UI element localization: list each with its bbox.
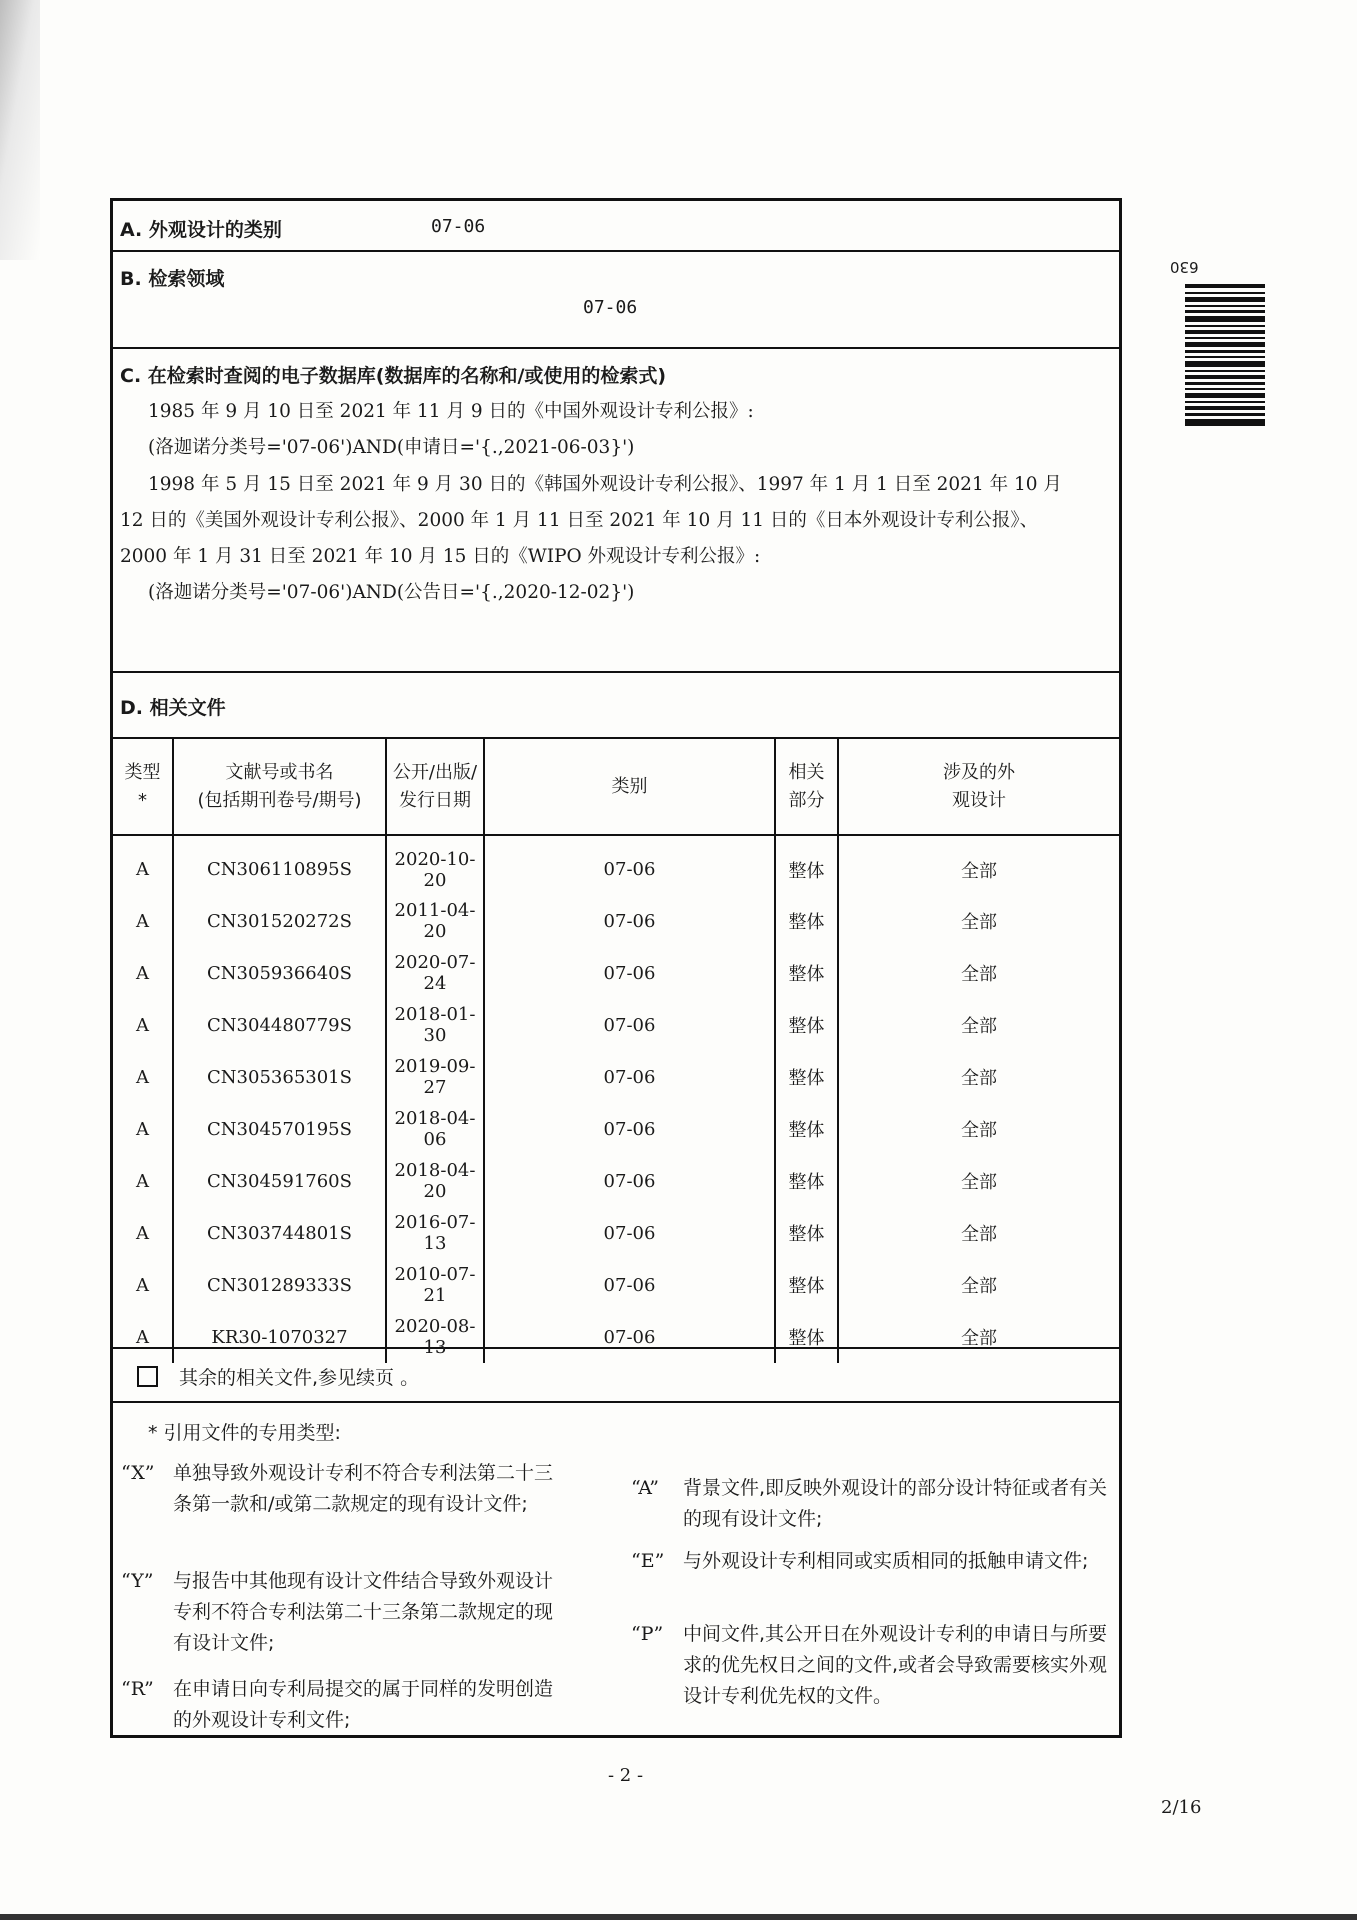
table-row [113, 1155, 1119, 1207]
cell-type: A [136, 1014, 149, 1036]
section-b-heading: B. 检索领域 [120, 268, 225, 290]
cell-category: 07-06 [484, 1103, 775, 1155]
cell-date: 2018-04-06 [386, 1103, 484, 1155]
cell-design: 全部 [838, 1207, 1119, 1259]
col-part: 相关 部分 [775, 738, 838, 835]
table-row [113, 1051, 1119, 1103]
section-a [113, 201, 1119, 252]
cell-doc: CN303744801S [173, 1207, 386, 1259]
related-documents-table [113, 737, 1119, 1363]
cell-design: 全部 [838, 1103, 1119, 1155]
database-line: 1985 年 9 月 10 日至 2021 年 11 月 9 日的《中国外观设计专利公报》: [148, 401, 754, 422]
cell-doc: CN304480779S [173, 999, 386, 1051]
cell-doc: CN304570195S [173, 1103, 386, 1155]
cell-part: 整体 [775, 895, 838, 947]
cell-design: 全部 [838, 1155, 1119, 1207]
col-category: 类别 [484, 738, 775, 835]
table-row [113, 1103, 1119, 1155]
cell-type: A [136, 1118, 149, 1140]
cell-category: 07-06 [484, 1207, 775, 1259]
cell-category: 07-06 [484, 835, 775, 895]
cell-doc: CN301289333S [173, 1259, 386, 1311]
legend-item-r [121, 1674, 554, 1738]
legend-title: * 引用文件的专用类型: [148, 1422, 341, 1444]
cell-doc: CN304591760S [173, 1155, 386, 1207]
table-row [113, 1207, 1119, 1259]
section-c [113, 349, 1119, 673]
cell-date: 2010-07-21 [386, 1259, 484, 1311]
legend-item-p [631, 1619, 1111, 1719]
table-header-row [113, 738, 1119, 835]
cell-date: 2016-07-13 [386, 1207, 484, 1259]
cell-part: 整体 [775, 1259, 838, 1311]
cell-design: 全部 [838, 999, 1119, 1051]
cell-doc: KR30-1070327 [173, 1311, 386, 1363]
legend-desc: 单独导致外观设计专利不符合专利法第二十三条第一款和/或第二款规定的现有设计文件; [173, 1462, 554, 1515]
design-category-value: 07-06 [431, 216, 486, 237]
legend-desc: 背景文件,即反映外观设计的部分设计特征或者有关的现有设计文件; [683, 1477, 1108, 1530]
cell-design: 全部 [838, 895, 1119, 947]
cell-part: 整体 [775, 1051, 838, 1103]
cell-part: 整体 [775, 1155, 838, 1207]
barcode-label: 630 [1170, 258, 1199, 276]
cell-design: 全部 [838, 1259, 1119, 1311]
continuation-note [113, 1349, 1119, 1403]
legend-code: “X” [121, 1462, 155, 1484]
cell-category: 07-06 [484, 947, 775, 999]
legend-item-a [631, 1473, 1111, 1537]
scan-shadow [0, 0, 40, 260]
cell-doc: CN306110895S [173, 835, 386, 895]
page-number: - 2 - [608, 1765, 644, 1786]
cell-category: 07-06 [484, 1311, 775, 1363]
legend-desc: 与外观设计专利相同或实质相同的抵触申请文件; [683, 1550, 1089, 1572]
legend-item-y [121, 1566, 554, 1666]
cell-part: 整体 [775, 1207, 838, 1259]
query-line: (洛迦诺分类号='07-06')AND(公告日='{.,2020-12-02}') [148, 582, 635, 603]
legend-item-e [631, 1546, 1111, 1610]
query-line: (洛迦诺分类号='07-06')AND(申请日='{.,2021-06-03}') [148, 437, 635, 458]
cell-category: 07-06 [484, 1259, 775, 1311]
cell-date: 2011-04-20 [386, 895, 484, 947]
cell-type: A [136, 1170, 149, 1192]
section-a-heading: A. 外观设计的类别 [120, 219, 282, 241]
continuation-text: 其余的相关文件,参见续页 。 [179, 1367, 420, 1389]
database-line: 12 日的《美国外观设计专利公报》、2000 年 1 月 11 日至 2021 年 10 月 11 日的《日本外观设计专利公报》、 [120, 510, 1039, 531]
legend-code: “P” [631, 1623, 664, 1645]
search-report-frame [110, 198, 1122, 1738]
cell-date: 2018-04-20 [386, 1155, 484, 1207]
cell-type: A [136, 1274, 149, 1296]
barcode-icon [1185, 284, 1265, 426]
cell-part: 整体 [775, 835, 838, 895]
cell-design: 全部 [838, 835, 1119, 895]
col-date: 公开/出版/ 发行日期 [386, 738, 484, 835]
cell-part: 整体 [775, 1103, 838, 1155]
cell-date: 2020-07-24 [386, 947, 484, 999]
cell-design: 全部 [838, 947, 1119, 999]
legend-code: “A” [631, 1477, 659, 1499]
cell-category: 07-06 [484, 895, 775, 947]
legend-code: “R” [121, 1678, 154, 1700]
cell-design: 全部 [838, 1311, 1119, 1363]
legend-item-x [121, 1458, 554, 1558]
legend-desc: 在申请日向专利局提交的属于同样的发明创造的外观设计专利文件; [173, 1678, 554, 1731]
cell-type: A [136, 910, 149, 932]
page-count: 2/16 [1161, 1797, 1202, 1818]
cell-part: 整体 [775, 1311, 838, 1363]
legend-code: “E” [631, 1550, 665, 1572]
legend-desc: 中间文件,其公开日在外观设计专利的申请日与所要求的优先权日之间的文件,或者会导致需要核实外观设计专利优先权的文件。 [683, 1623, 1108, 1707]
cell-type: A [136, 1222, 149, 1244]
section-d-heading: D. 相关文件 [120, 697, 226, 719]
cell-date: 2020-08-13 [386, 1311, 484, 1363]
cell-date: 2020-10-20 [386, 835, 484, 895]
cell-category: 07-06 [484, 1155, 775, 1207]
col-design: 涉及的外 观设计 [838, 738, 1119, 835]
cell-design: 全部 [838, 1051, 1119, 1103]
table-row [113, 999, 1119, 1051]
cell-category: 07-06 [484, 999, 775, 1051]
cell-part: 整体 [775, 999, 838, 1051]
table-row [113, 895, 1119, 947]
cell-type: A [136, 1066, 149, 1088]
legend-desc: 与报告中其他现有设计文件结合导致外观设计专利不符合专利法第二十三条第二款规定的现有设计文件; [173, 1570, 554, 1654]
section-d [113, 673, 1119, 1358]
cell-doc: CN305936640S [173, 947, 386, 999]
table-row [113, 1259, 1119, 1311]
cell-doc: CN301520272S [173, 895, 386, 947]
cell-type: A [136, 962, 149, 984]
cell-category: 07-06 [484, 1051, 775, 1103]
cell-date: 2018-01-30 [386, 999, 484, 1051]
legend-code: “Y” [121, 1570, 154, 1592]
search-field-value: 07-06 [583, 297, 638, 318]
cell-type: A [136, 859, 149, 880]
scan-bottom-edge [0, 1914, 1357, 1920]
citation-legend [113, 1403, 1119, 1735]
database-line: 2000 年 1 月 31 日至 2021 年 10 月 15 日的《WIPO 外观设计专利公报》: [120, 546, 761, 567]
database-line: 1998 年 5 月 15 日至 2021 年 9 月 30 日的《韩国外观设计专利公报》、1997 年 1 月 1 日至 2021 年 10 月 [148, 474, 1062, 495]
section-c-heading: C. 在检索时查阅的电子数据库(数据库的名称和/或使用的检索式) [120, 365, 667, 387]
section-b [113, 252, 1119, 349]
table-row [113, 835, 1119, 895]
table-row [113, 947, 1119, 999]
col-doc: 文献号或书名 (包括期刊卷号/期号) [173, 738, 386, 835]
cell-type: A [136, 1326, 149, 1348]
continuation-checkbox[interactable] [137, 1366, 158, 1387]
cell-date: 2019-09-27 [386, 1051, 484, 1103]
col-type: 类型 * [113, 738, 173, 835]
cell-part: 整体 [775, 947, 838, 999]
cell-doc: CN305365301S [173, 1051, 386, 1103]
